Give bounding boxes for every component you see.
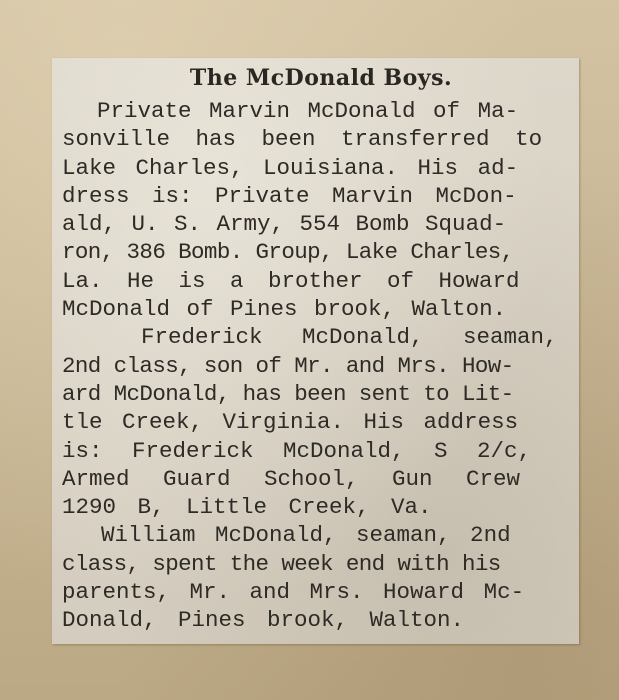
text-line: ard McDonald, has been sent to Lit- — [62, 380, 514, 407]
text-line: Donald, Pines brook, Walton. — [62, 607, 465, 634]
headline: The McDonald Boys. — [189, 65, 453, 91]
text-line: McDonald of Pines brook, Walton. — [62, 296, 507, 323]
text-line: parents, Mr. and Mrs. Howard Mc- — [62, 579, 525, 606]
text-line: Lake Charles, Louisiana. His ad- — [62, 154, 519, 181]
text-line: Private Marvin McDonald of Ma- — [62, 98, 519, 124]
text-line: sonville has been transferred to — [62, 126, 543, 153]
text-line: ron, 386 Bomb. Group, Lake Charles, — [62, 239, 514, 266]
text-line: Frederick McDonald, seaman, — [62, 324, 558, 351]
text-line: Armed Guard School, Gun Crew — [62, 465, 521, 492]
text-line: is: Frederick McDonald, S 2/c, — [62, 437, 532, 464]
article — [62, 63, 572, 635]
text-line: class, spent the week end with his — [62, 550, 501, 577]
text-line: La. He is a brother of Howard — [62, 267, 520, 294]
paragraph-frederick — [62, 323, 572, 521]
paragraph-marvin — [62, 97, 572, 323]
text-line: 1290 B, Little Creek, Va. — [62, 494, 432, 521]
text-line: 2nd class, son of Mr. and Mrs. How- — [62, 352, 514, 379]
paragraph-william — [62, 521, 572, 634]
newspaper-clipping — [52, 58, 579, 644]
text-line: tle Creek, Virginia. His address — [62, 409, 519, 436]
text-line: dress is: Private Marvin McDon- — [62, 182, 517, 209]
text-line: ald, U. S. Army, 554 Bomb Squad- — [62, 211, 507, 238]
text-line: William McDonald, seaman, 2nd — [62, 522, 511, 549]
